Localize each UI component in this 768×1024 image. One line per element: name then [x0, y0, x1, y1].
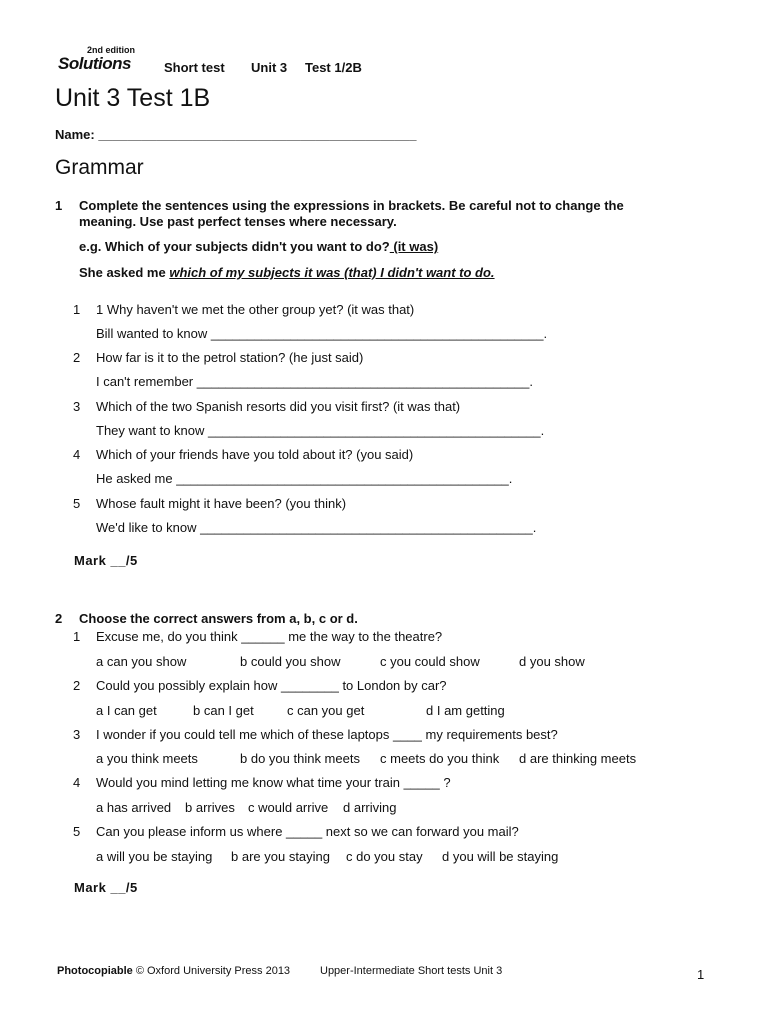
option-a[interactable]: a you think meets [96, 751, 198, 766]
item-question: Excuse me, do you think ______ me the way to the theatre? [96, 629, 443, 644]
item-question: Can you please inform us where _____ next so we can forward you mail? [96, 824, 519, 839]
item-question: Which of your friends have you told about it? (you said) [96, 447, 414, 462]
solutions-logo: Solutions [58, 54, 131, 73]
option-c[interactable]: c can you get [287, 703, 365, 718]
section-heading: Grammar [55, 156, 144, 179]
example-answer-text: which of my subjects it was (that) I didn't want to do. [169, 265, 495, 280]
item-number: 2 [73, 678, 81, 693]
option-b[interactable]: b are you staying [231, 849, 331, 864]
item-question: Would you mind letting me know what time your train _____ ? [96, 775, 451, 790]
answer-line[interactable]: He asked me ______________________________________________. [96, 471, 513, 486]
option-a[interactable]: a can you show [96, 654, 187, 669]
item-question: I wonder if you could tell me which of these laptops ____ my requirements best? [96, 727, 558, 742]
mark-field: Mark __/5 [74, 880, 138, 895]
answer-line[interactable]: I can't remember ______________________________________________. [96, 374, 533, 389]
option-d[interactable]: d are thinking meets [519, 751, 637, 766]
page-number: 1 [697, 967, 705, 982]
logo-edition: 2nd edition [87, 45, 135, 55]
option-d[interactable]: d I am getting [426, 703, 505, 718]
question-instruction: Complete the sentences using the expressions in brackets. Be careful not to change the [79, 198, 624, 213]
footer-copyright [57, 965, 290, 977]
option-d[interactable]: d you will be staying [442, 849, 559, 864]
header-test: Test 1/2B [305, 60, 362, 75]
example-text: e.g. Which of your subjects didn't you want to do? [79, 239, 390, 254]
option-a[interactable]: a I can get [96, 703, 157, 718]
question-number: 2 [55, 611, 63, 626]
item-number: 4 [73, 775, 81, 790]
option-c[interactable]: c do you stay [346, 849, 423, 864]
question-instruction: Choose the correct answers from a, b, c or d. [79, 611, 358, 626]
option-b[interactable]: b arrives [185, 800, 235, 815]
footer-course: Upper-Intermediate Short tests Unit 3 [320, 965, 503, 977]
item-number: 1 [73, 302, 81, 317]
item-number: 3 [73, 399, 81, 414]
item-number: 5 [73, 496, 81, 511]
item-question: Could you possibly explain how ________ to London by car? [96, 678, 447, 693]
option-b[interactable]: b can I get [193, 703, 254, 718]
answer-line[interactable]: They want to know ______________________________________________. [96, 423, 545, 438]
header-unit: Unit 3 [251, 60, 288, 75]
footer-photocopiable: Photocopiable [57, 965, 133, 977]
item-question: 1 Why haven't we met the other group yet? (it was that) [96, 302, 415, 317]
option-a[interactable]: a will you be staying [96, 849, 213, 864]
option-d[interactable]: d you show [519, 654, 585, 669]
item-number: 5 [73, 824, 81, 839]
example-answer [79, 265, 495, 280]
option-c[interactable]: c would arrive [248, 800, 329, 815]
question-instruction: meaning. Use past perfect tenses where necessary. [79, 214, 397, 229]
answer-line[interactable]: We'd like to know ______________________________________________. [96, 520, 537, 535]
option-d[interactable]: d arriving [343, 800, 397, 815]
option-c[interactable]: c you could show [380, 654, 480, 669]
question-number: 1 [55, 198, 63, 213]
item-number: 1 [73, 629, 81, 644]
footer-copyright-text: © Oxford University Press 2013 [132, 965, 291, 977]
option-b[interactable]: b could you show [240, 654, 341, 669]
option-a[interactable]: a has arrived [96, 800, 172, 815]
option-b[interactable]: b do you think meets [240, 751, 360, 766]
item-number: 3 [73, 727, 81, 742]
item-number: 4 [73, 447, 81, 462]
item-question: Whose fault might it have been? (you think) [96, 496, 347, 511]
name-field-line: Name: ____________________________________________ [55, 127, 417, 142]
option-c[interactable]: c meets do you think [380, 751, 500, 766]
page-title: Unit 3 Test 1B [55, 84, 211, 112]
header-short-test: Short test [164, 60, 225, 75]
item-question: Which of the two Spanish resorts did you visit first? (it was that) [96, 399, 461, 414]
item-number: 2 [73, 350, 81, 365]
example-answer-prefix: She asked me [79, 265, 170, 280]
item-question: How far is it to the petrol station? (he just said) [96, 350, 364, 365]
example-hint: (it was) [389, 239, 439, 254]
mark-field: Mark __/5 [74, 553, 138, 568]
example-question [79, 239, 438, 254]
answer-line[interactable]: Bill wanted to know ______________________________________________. [96, 326, 548, 341]
